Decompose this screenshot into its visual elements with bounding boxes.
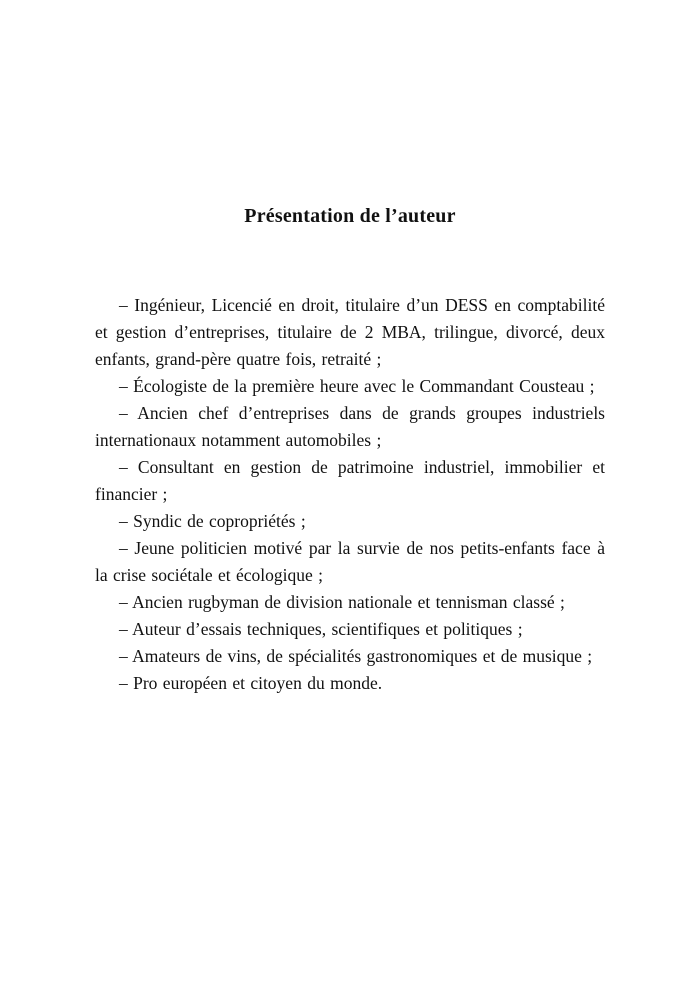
author-bio-item: – Ancien rugbyman de division nationale et tennisman classé ; [119, 592, 565, 612]
author-bio-item: – Pro européen et citoyen du monde. [119, 673, 383, 693]
author-bio-item: – Amateurs de vins, de spécialités gastronomiques et de musique ; [119, 646, 593, 666]
author-bio-item: – Ingénieur, Licencié en droit, titulaire d’un DESS en comptabilité et gestion d’entreprises, titulaire de 2 MBA, trilingue, divorcé, deux enfants, grand-père quatre fois, retraité ; [95, 295, 605, 369]
author-bio-item: – Jeune politicien motivé par la survie de nos petits-enfants face à la crise sociétale et écologique ; [95, 538, 605, 585]
author-bio-item: – Syndic de copropriétés ; [119, 511, 306, 531]
author-bio-item: – Consultant en gestion de patrimoine industriel, immobilier et financier ; [95, 457, 605, 504]
author-bio-item: – Ancien chef d’entreprises dans de grands groupes industriels internationaux notamment automobiles ; [95, 403, 605, 450]
author-bio-list [95, 292, 605, 697]
page-title: Présentation de l’auteur [244, 205, 456, 227]
author-bio-item: – Écologiste de la première heure avec le Commandant Cousteau ; [119, 376, 595, 396]
author-bio-item: – Auteur d’essais techniques, scientifiques et politiques ; [119, 619, 523, 639]
